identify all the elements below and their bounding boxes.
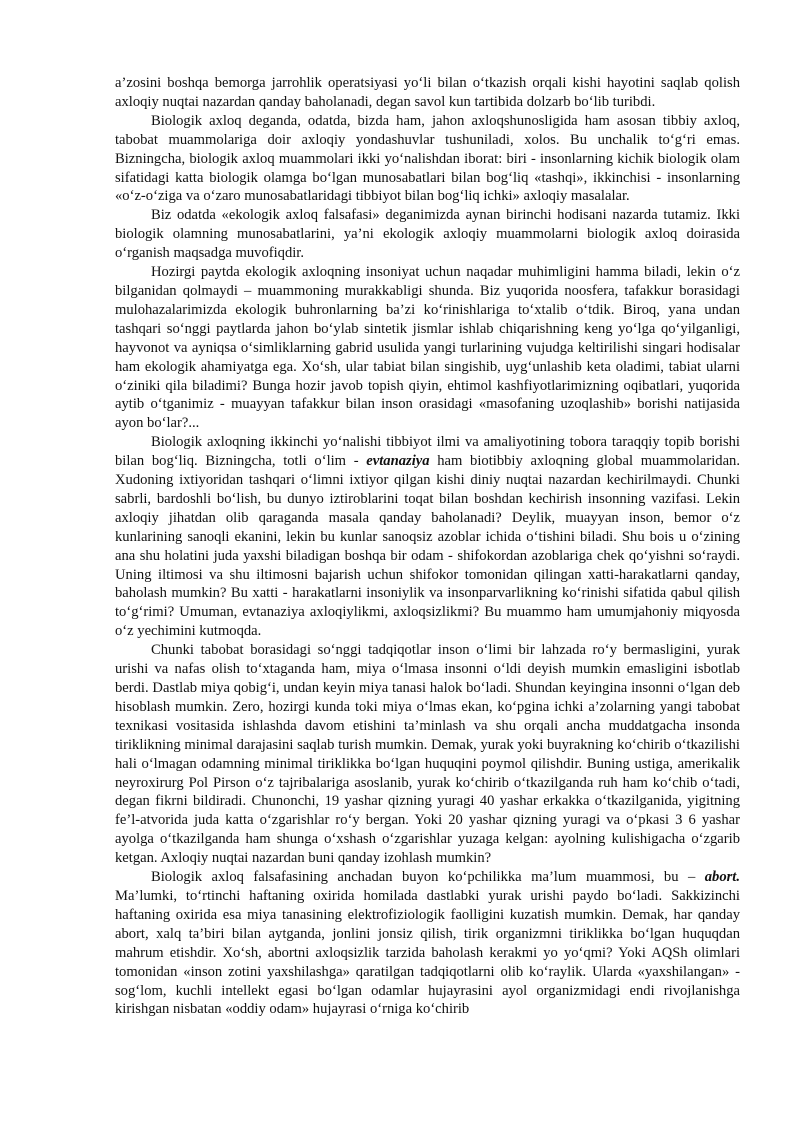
term-abort: abort. <box>704 869 740 886</box>
paragraph-3-text: Biz odatda «ekologik axloq falsafasi» deganimizda aynan birinchi hodisani nazarda tutamiz. Ikki biologik olamning munosabatlarini, ya’ni ekologik axloqiy muammolarni biologik axloq doirasida o‘rganish maqsadga muvofiqdir. <box>115 207 740 262</box>
paragraph-7-text-start: Biologik axloq falsafasining anchadan buyon ko‘pchilikka ma’lum muammosi, bu – <box>151 869 705 886</box>
paragraph-5-text-end: ham biotibbiy axloqning global muammolaridan. Xudoning ixtiyoridan tashqari o‘limni ixtiyor qilgan kishi diniy nuqtai nazardan kechirilmaydi. Chunki sabrli, bardoshli bo‘lish, bu dunyo iztiroblarini toqat bilan boshdan kechirish insonning vazifasi. Lekin axloqiy jihatdan olib qaraganda masala qanday baholanadi? Deylik, muayyan inson, bemor o‘z kunlarining sanoqli ekanini, lekin bu kunlar sanoqsiz azoblar ichida o‘tishini biladi. Shu bois u o‘zining ana shu holatini juda yaxshi biladigan boshqa bir odam - shifokordan azoblariga chek qo‘yishni so‘raydi. Uning iltimosi va shu iltimosni bajarish uchun shifokor tomonidan qilingan xatti-harakatlarni qanday, baholash mumkin? Bu xatti - harakatlarni insoniylik va insonparvarlikning ko‘rinishi sifatida qabul qilish to‘g‘rimi? Umuman, evtanaziya axloqiylikmi, axloqsizlikmi? Bu muammo ham umumjahoniy miqyosda o‘z yechimini kutmoqda. <box>115 453 740 640</box>
paragraph-1-text: a’zosini boshqa bemorga jarrohlik operatsiyasi yo‘li bilan o‘tkazish orqali kishi hayotini saqlab qolish axloqiy nuqtai nazardan qanday baholanadi, degan savol kun tartibida dolzarb bo‘lib turibdi. <box>115 75 740 110</box>
paragraph-2 <box>115 112 740 207</box>
paragraph-6 <box>115 641 740 868</box>
paragraph-2-text: Biologik axloq deganda, odatda, bizda ham, jahon axloqshunosligida ham asosan tibbiy axloq, tabobat muammolariga doir axloqiy yondashuvlar tushuniladi, xolos. Bu unchalik to‘g‘ri emas. Bizningcha, biologik axloq muammolari ikki yo‘nalishdan iborat: biri - insonlarning kichik biologik olam sifatidagi katta biologik olamga bo‘lgan munosabatlari bilan bog‘liq «tashqi», ikkinchisi - insonlarning «o‘z-o‘ziga va o‘zaro munosabatlaridagi tibbiyot bilan bog‘liq ichki» axloqiy masalalar. <box>115 112 740 205</box>
paragraph-4-text: Hozirgi paytda ekologik axloqning insoniyat uchun naqadar muhimligini hamma biladi, lekin o‘z bilganidan qolmaydi – muammoning murakkabligi shunda. Biz yuqorida noosfera, tafakkur borasidagi mulohazalarimizda ekologik buhronlarning ba’zi ko‘rinishlariga to‘xtalib o‘tdik. Biroq, yana undan tashqari so‘nggi paytlarda jahon bo‘ylab sintetik jismlar ishlab chiqarishning keng yo‘lga qo‘yilganligi, hayvonot va ayniqsa o‘simliklarning gabrid usulida yangi turlarining vujudga keltirilishi singari hodisalar ham ekologik ahamiyatga ega. Xo‘sh, ular tabiat bilan singishib, uyg‘unlashib keta oladimi, tabiat ularni o‘ziniki qila biladimi? Bunga hozir javob topish qiyin, ehtimol kashfiyotlarimizning oqibatlari, yuqorida aytib o‘tganimiz - muayyan tafakkur bilan inson orasidagi «masofaning uzoqlashib» borishi natijasida ayon bo‘lar?... <box>115 264 740 432</box>
paragraph-3 <box>115 206 740 263</box>
term-evtanaziya: evtanaziya <box>366 453 430 470</box>
paragraph-5 <box>115 433 740 641</box>
paragraph-7 <box>115 868 740 1019</box>
paragraph-5-text-start: Biologik axloqning ikkinchi yo‘nalishi tibbiyot ilmi va amaliyotining tobora taraqqiy topib borishi bilan bog‘liq. Bizningcha, totli o‘lim - <box>115 434 740 470</box>
paragraph-7-text-end: Ma’lumki, to‘rtinchi haftaning oxirida homilada dastlabki yurak urishi paydo bo‘ladi. Sakkizinchi haftaning oxirida esa miya tanasining elektrofiziologik faolligini kuzatish mumkin. Demak, har qanday abort, xalq ta’biri bilan aytganda, jonlini jonsiz qilish, tirik organizmni tiriklikka bo‘lgan huquqdan mahrum etishdir. Xo‘sh, abortni axloqsizlik tarzida baholash kerakmi yo yo‘qmi? Yoki AQSh olimlari tomonidan «inson zotini yaxshilashga» qaratilgan tadqiqotlarni olib ko‘raylik. Ularda «yaxshilangan» - sog‘lom, kuchli intellekt egasi bo‘lgan odamlar hujayrasini ayol organizmidagi endi rivojlanishga kirishgan nisbatan «oddiy odam» hujayrasi o‘rniga ko‘chirib <box>115 887 740 1018</box>
paragraph-1 <box>115 74 740 112</box>
paragraph-4 <box>115 263 740 433</box>
paragraph-6-text: Chunki tabobat borasidagi so‘nggi tadqiqotlar inson o‘limi bir lahzada ro‘y bermasligini, yurak urishi va nafas olish to‘xtaganda ham, miya o‘lmasa insonni o‘ldi deyish mumkin emasligini isbotlab berdi. Dastlab miya qobig‘i, undan keyin miya tanasi halok bo‘ladi. Shundan keyingina insonni o‘lgan deb hisoblash mumkin. Zero, hozirgi kunda toki miya o‘lmas ekan, ko‘pgina ichki a’zolarning yangi tabobat texnikasi vositasida ishlashda davom etishini ta’minlash va shu orqali ancha muddatgacha insonda tiriklikning minimal darajasini saqlab turish mumkin. Demak, yurak yoki buyrakning ko‘chirib o‘tkazilishi hali o‘lmagan odamning minimal tiriklikka bo‘lgan huquqini poymol qilishdir. Buning ustiga, amerikalik neyroxirurg Pol Pirson o‘z tajribalariga asoslanib, yurak ko‘chirib o‘tkazilganda ruh ham ko‘chib o‘tadi, degan fikrni bildiradi. Chunonchi, 19 yashar qizning yuragi 40 yashar erkakka o‘tkazilganida, yigitning fe’l-atvorida juda katta o‘zgarishlar ro‘y bergan. Yoki 20 yashar qizning yuragi va o‘pkasi 3 6 yashar ayolga o‘tkazilganda ham shunga o‘xshash o‘zgarishlar yuzaga kelgan: ayolning kulishigacha o‘zgarib ketgan. Axloqiy nuqtai nazardan buni qanday izohlash mumkin? <box>115 642 740 867</box>
document-page <box>115 74 740 1019</box>
